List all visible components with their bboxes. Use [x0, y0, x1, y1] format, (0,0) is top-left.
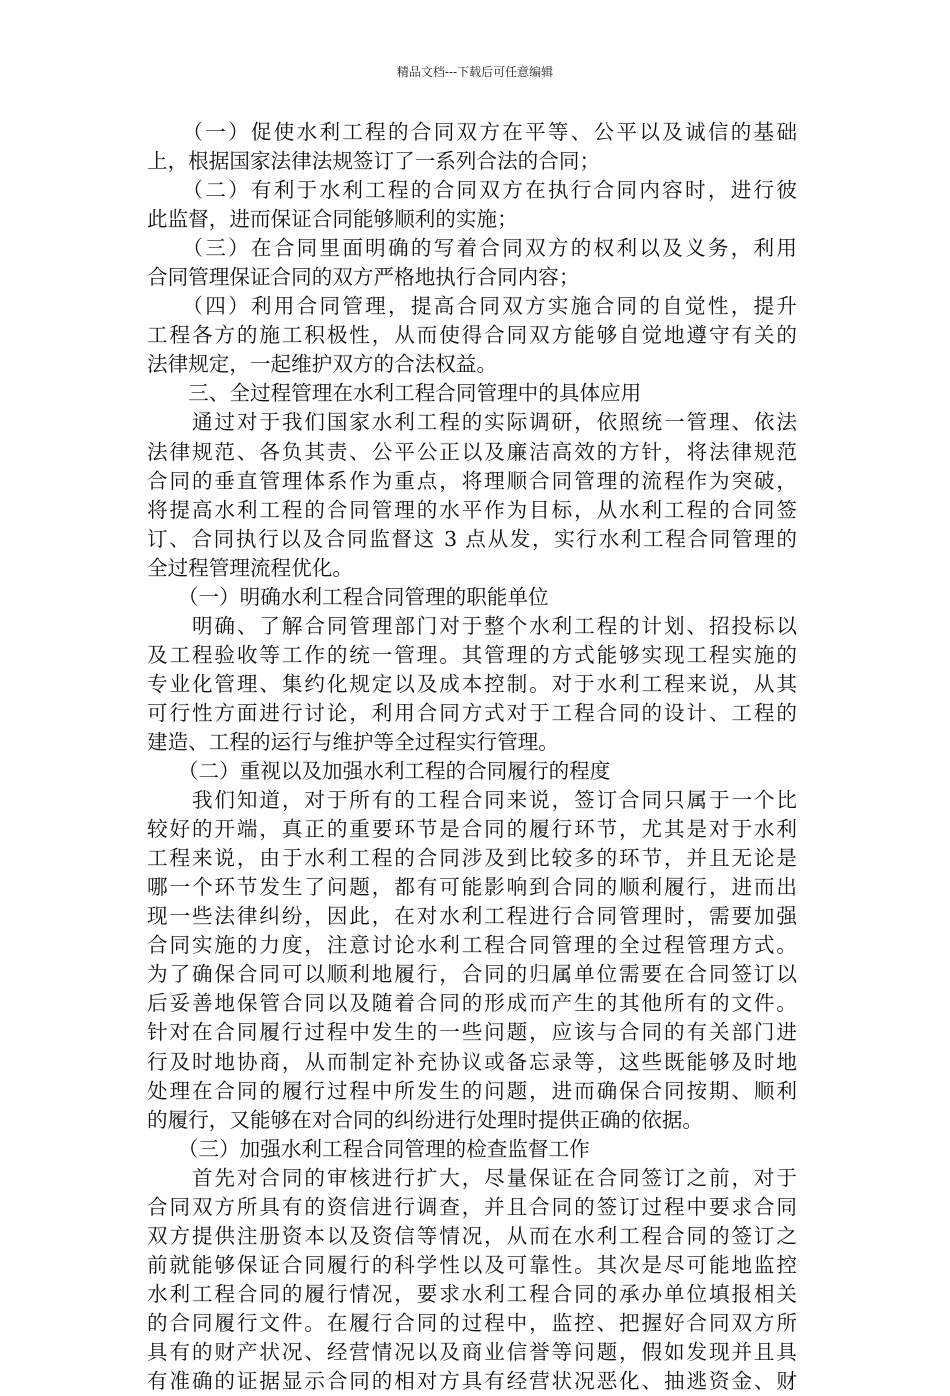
text-line: 建造、工程的运行与维护等全过程实行管理。	[147, 729, 559, 754]
text-line: 水利工程合同的履行情况，要求水利工程合同的承办单位填报相关	[147, 1281, 797, 1306]
text-line: 首先对合同的审核进行扩大，尽量保证在合同签订之前，对于	[147, 1165, 797, 1190]
page-header: 精品文档---下载后可任意编辑	[396, 65, 554, 79]
text-line: （一）促使水利工程的合同双方在平等、公平以及诚信的基础	[147, 120, 797, 144]
text-line: 三、全过程管理在水利工程合同管理中的具体应用	[147, 381, 642, 406]
text-line: 针对在合同履行过程中发生的一些问题，应该与合同的有关部门进	[147, 1020, 797, 1045]
text-line: 处理在合同的履行过程中所发生的问题，进而确保合同按期、顺利	[147, 1078, 797, 1103]
text-line: （三）在合同里面明确的写着合同双方的权利以及义务，利用	[147, 236, 797, 261]
text-line: （四）利用合同管理，提高合同双方实施合同的自觉性，提升	[147, 294, 797, 319]
text-line: 将提高水利工程的合同管理的水平作为目标，从水利工程的合同签	[147, 497, 797, 522]
text-line: 前就能够保证合同履行的科学性以及可靠性。其次是尽可能地监控	[147, 1252, 797, 1277]
text-line: 我们知道，对于所有的工程合同来说，签订合同只属于一个比	[147, 788, 797, 813]
text-line: 合同双方所具有的资信进行调查，并且合同的签订过程中要求合同	[147, 1194, 797, 1219]
document-body	[147, 118, 797, 1396]
text-line: （一）明确水利工程合同管理的职能单位	[147, 584, 549, 609]
text-line: 具有的财产状况、经营情况以及商业信誉等问题，假如发现并且具	[147, 1339, 797, 1364]
text-line: 行及时地协商，从而制定补充协议或备忘录等，这些既能够及时地	[147, 1049, 797, 1074]
text-line: 较好的开端，真正的重要环节是合同的履行环节，尤其是对于水利	[147, 817, 797, 842]
text-line: 法律规定，一起维护双方的合法权益。	[147, 352, 498, 377]
text-line: 合同的垂直管理体系作为重点，将理顺合同管理的流程作为突破，	[147, 468, 797, 493]
text-line: 上，根据国家法律法规签订了一系列合法的合同；	[147, 149, 601, 174]
text-line: （三）加强水利工程合同管理的检查监督工作	[147, 1136, 590, 1161]
text-line: 合同管理保证合同的双方严格地执行合同内容；	[147, 265, 580, 290]
text-line: （二）有利于水利工程的合同双方在执行合同内容时，进行彼	[147, 178, 797, 203]
text-line: 的履行，又能够在对合同的纠纷进行处理时提供正确的依据。	[147, 1107, 704, 1132]
text-line: 专业化管理、集约化规定以及成本控制。对于水利工程来说，从其	[147, 671, 797, 696]
text-line: 及工程验收等工作的统一管理。其管理的方式能够实现工程实施的	[147, 642, 797, 667]
text-line: 工程来说，由于水利工程的合同涉及到比较多的环节，并且无论是	[147, 846, 797, 871]
text-line: 有准确的证据显示合同的相对方具有经营状况恶化、抽逃资金、财	[147, 1369, 797, 1394]
text-line: 合同实施的力度，注意讨论水利工程合同管理的全过程管理方式。	[147, 933, 797, 958]
text-line: 后妥善地保管合同以及随着合同的形成而产生的其他所有的文件。	[147, 991, 797, 1016]
text-line: 双方提供注册资本以及资信等情况，从而在水利工程合同的签订之	[147, 1223, 797, 1248]
text-line: 现一些法律纠纷，因此，在对水利工程进行合同管理时，需要加强	[147, 904, 797, 929]
text-line: 明确、了解合同管理部门对于整个水利工程的计划、招投标以	[147, 613, 797, 638]
text-line: 法律规范、各负其责、公平公正以及廉洁高效的方针，将法律规范	[147, 439, 797, 464]
text-line: 通过对于我们国家水利工程的实际调研，依照统一管理、依法	[147, 410, 797, 435]
text-line: 的合同履行文件。在履行合同的过程中，监控、把握好合同双方所	[147, 1310, 797, 1335]
text-line: 工程各方的施工积极性，从而使得合同双方能够自觉地遵守有关的	[147, 323, 797, 348]
text-line: 哪一个环节发生了问题，都有可能影响到合同的顺利履行，进而出	[147, 875, 797, 900]
text-line: 为了确保合同可以顺利地履行，合同的归属单位需要在合同签订以	[147, 962, 797, 987]
text-line: 此监督，进而保证合同能够顺利的实施；	[147, 207, 518, 232]
text-line: 全过程管理流程优化。	[147, 555, 353, 580]
text-line: （二）重视以及加强水利工程的合同履行的程度	[147, 759, 611, 784]
text-line: 可行性方面进行讨论，利用合同方式对于工程合同的设计、工程的	[147, 700, 797, 725]
text-line: 订、合同执行以及合同监督这 3 点从发，实行水利工程合同管理的	[147, 526, 797, 551]
